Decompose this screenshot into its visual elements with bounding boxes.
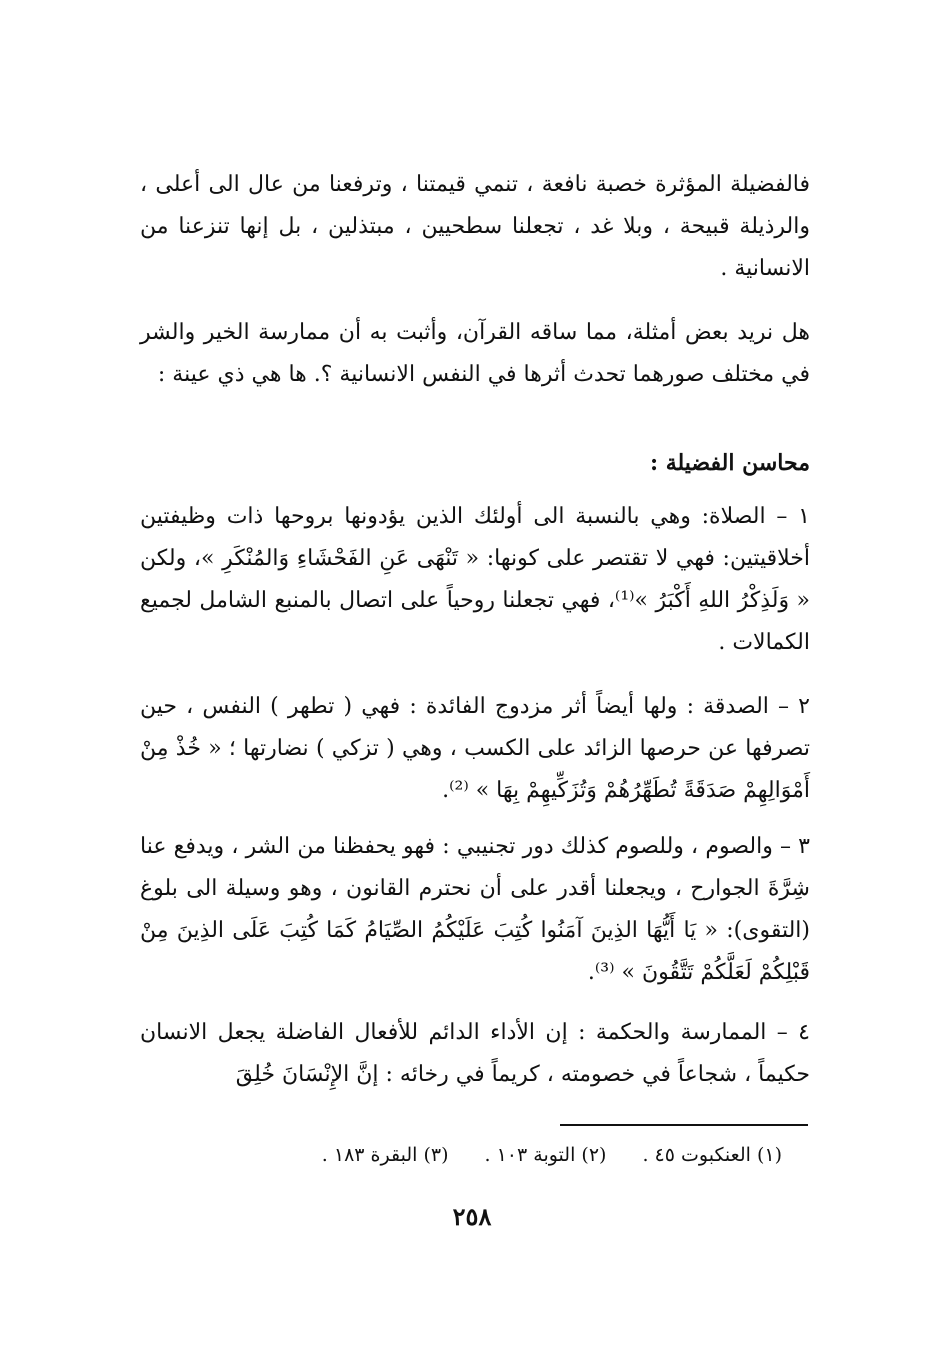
intro-paragraph: فالفضيلة المؤثرة خصبة نافعة ، تنمي قيمتنا ، وترفعنا من عال الى أعلى ، والرذيلة قبيحة ، وبلا غد ، تجعلنا سطحيين ، مبتذلين ، بل إنها تنزعنا من الانسانية . — [140, 172, 810, 281]
footnote-1: (١) العنكبوت ٤٥ . — [642, 1144, 782, 1166]
section-heading: محاسن الفضيلة : — [649, 450, 810, 476]
item-practice-wisdom: ٤ – الممارسة والحكمة : إن الأداء الدائم للأفعال الفاضلة يجعل الانسان حكيماً ، شجاعاً في خصومته ، كريماً في رخائه : إنَّ الإِنْسَانَ خُلِقَ — [140, 1020, 810, 1087]
question-paragraph: هل نريد بعض أمثلة، مما ساقه القرآن، وأثبت به أن ممارسة الخير والشر في مختلف صورهما تحدث أثرها في النفس الانسانية ؟. ها هي ذي عينة : — [140, 320, 810, 387]
footnote-2: (٢) التوبة ١٠٣ . — [484, 1144, 607, 1166]
footnote-3: (٣) البقرة ١٨٣ . — [321, 1144, 449, 1166]
page-number: ٢٥٨ — [452, 1202, 492, 1231]
footnote-divider — [560, 1124, 808, 1126]
footnotes — [140, 1138, 810, 1172]
item-fasting: ٣ – والصوم ، وللصوم كذلك دور تجنيبي : فهو يحفظنا من الشر ، ويدفع عنا شِرَّةَ الجوارح ، ويجعلنا أقدر على أن نحترم القانون ، وهو وسيلة الى بلوغ (التقوى): « يَا أَيُّهَا الذِينَ آمَنُوا كُتِبَ عَلَيْكُمُ الصِّيَامُ كَمَا كُتِبَ عَلَى الذِينَ مِنْ قَبْلِكُمْ لَعَلَّكُمْ تَتَّقُونَ » ⁽³⁾. — [140, 834, 810, 985]
item-charity: ٢ – الصدقة : ولها أيضاً أثر مزدوج الفائدة : فهي ( تطهر ) النفس ، حين تصرفها عن حرصها الزائد على الكسب ، وهي ( تزكي ) نضارتها ؛ « خُذْ مِنْ أَمْوَالِهِمْ صَدَقَةً تُطَهِّرُهُمْ وَتُزَكِّيهِمْ بِهَا » ⁽²⁾. — [140, 694, 810, 803]
item-prayer: ١ – الصلاة: وهي بالنسبة الى أولئك الذين يؤدونها بروحها ذات وظيفتين أخلاقيتين: فهي لا تقتصر على كونها: « تَنْهَى عَنِ الفَحْشَاءِ وَالمُنْكَرِ »، ولكن « وَلَذِكْرُ اللهِ أَكْبَرُ »⁽¹⁾، فهي تجعلنا روحياً على اتصال بالمنبع الشامل لجميع الكمالات . — [140, 504, 810, 655]
